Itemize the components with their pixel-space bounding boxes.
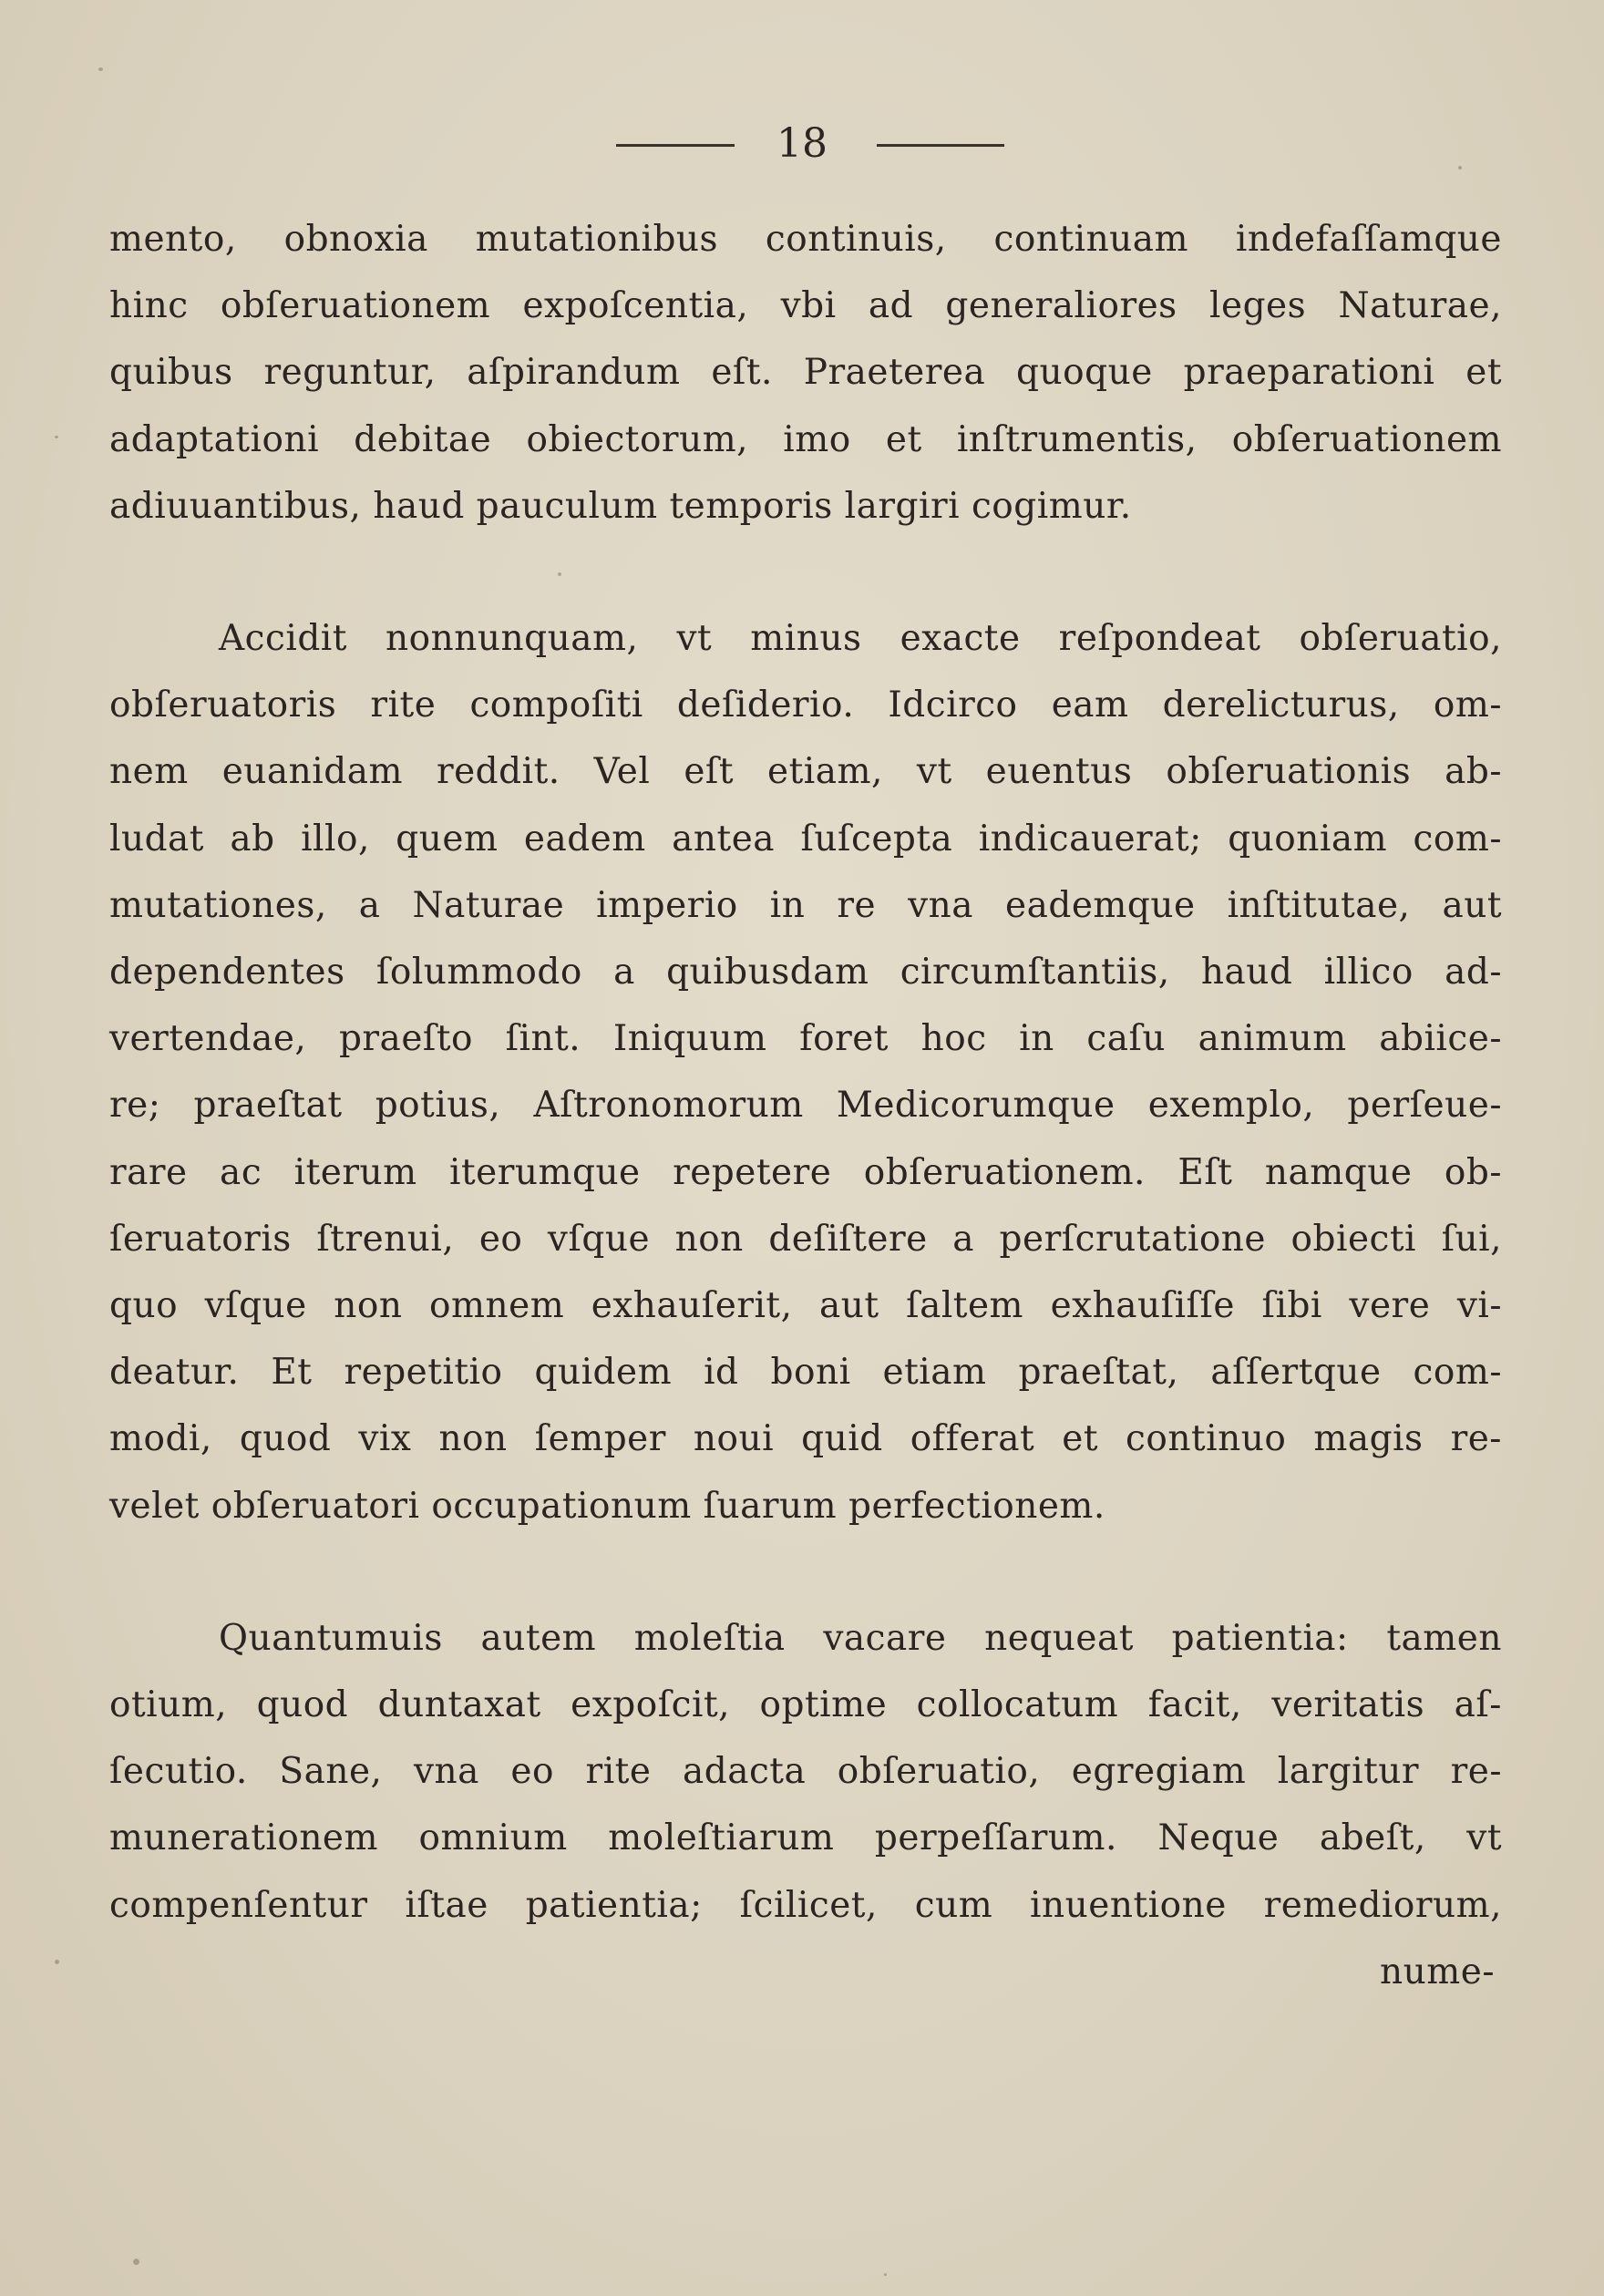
page-header xyxy=(0,117,1604,171)
text-line: modi, quod vix non ſemper noui quid offerat et continuo magis re- xyxy=(109,1418,1502,1460)
text-line: rare ac iterum iterumque repetere obſeruationem. Eſt namque ob- xyxy=(109,1151,1502,1193)
text-line: ludat ab illo, quem eadem antea ſuſcepta indicauerat; quoniam com- xyxy=(109,818,1502,860)
paragraph-1 xyxy=(109,206,1502,540)
paragraph-2 xyxy=(109,605,1502,1539)
paper-speck xyxy=(98,67,103,71)
text-line: compenſentur iſtae patientia; ſcilicet, cum inuentione remediorum, xyxy=(109,1884,1502,1926)
header-rule-left xyxy=(616,144,735,147)
text-line: Accidit nonnunquam, vt minus exacte reſpondeat obſeruatio, xyxy=(219,618,1502,660)
text-line: deatur. Et repetitio quidem id boni etiam praeſtat, aſſertque com- xyxy=(109,1352,1502,1394)
catchword: nume- xyxy=(1380,1951,1495,1992)
text-line: obſeruatoris rite compoſiti deſiderio. Idcirco eam derelicturus, om- xyxy=(109,685,1502,726)
text-line: nem euanidam reddit. Vel eſt etiam, vt euentus obſeruationis ab- xyxy=(109,751,1502,793)
paper-speck xyxy=(55,436,58,438)
text-line: mento, obnoxia mutationibus continuis, continuam indefaſſamque xyxy=(109,219,1502,260)
paper-speck xyxy=(55,1960,59,1964)
text-line: hinc obſeruationem expoſcentia, vbi ad generaliores leges Naturae, xyxy=(109,285,1502,327)
text-line: mutationes, a Naturae imperio in re vna eademque inſtitutae, aut xyxy=(109,884,1502,926)
header-rule-right xyxy=(877,144,1004,147)
paper-speck xyxy=(1458,166,1462,170)
text-line: ſeruatoris ſtrenui, eo vſque non deſiſtere a perſcrutatione obiecti ſui, xyxy=(109,1218,1502,1260)
text-line: otium, quod duntaxat expoſcit, optime collocatum facit, veritatis aſ- xyxy=(109,1684,1502,1726)
text-line: re; praeſtat potius, Aſtronomorum Medicorumque exemplo, perſeue- xyxy=(109,1085,1502,1127)
text-line: adiuuantibus, haud pauculum temporis largiri cogimur. xyxy=(109,485,1132,527)
paper-speck xyxy=(558,572,561,576)
paragraph-gap xyxy=(109,1539,1502,1605)
text-line: ſecutio. Sane, vna eo rite adacta obſeruatio, egregiam largitur re- xyxy=(109,1751,1502,1793)
text-line: dependentes ſolummodo a quibusdam circumſtantiis, haud illico ad- xyxy=(109,952,1502,994)
text-line: Quantumuis autem moleſtia vacare nequeat patientia: tamen xyxy=(219,1617,1502,1659)
page-number: 18 xyxy=(776,120,828,167)
text-line: munerationem omnium moleſtiarum perpeſſarum. Neque abeſt, vt xyxy=(109,1817,1502,1859)
paper-speck xyxy=(884,2273,887,2276)
paragraph-3 xyxy=(109,1605,1502,1939)
text-line: quo vſque non omnem exhauſerit, aut ſaltem exhauſiſſe ſibi vere vi- xyxy=(109,1285,1502,1327)
paragraph-gap xyxy=(109,540,1502,605)
text-line: quibus reguntur, aſpirandum eſt. Praeterea quoque praeparationi et xyxy=(109,352,1502,394)
text-line: adaptationi debitae obiectorum, imo et inſtrumentis, obſeruationem xyxy=(109,418,1502,460)
paper-speck xyxy=(133,2259,139,2265)
body-text xyxy=(109,206,1502,1939)
text-line: velet obſeruatori occupationum ſuarum perfectionem. xyxy=(109,1485,1105,1527)
text-line: vertendae, praeſto ſint. Iniquum foret hoc in caſu animum abiice- xyxy=(109,1018,1502,1060)
